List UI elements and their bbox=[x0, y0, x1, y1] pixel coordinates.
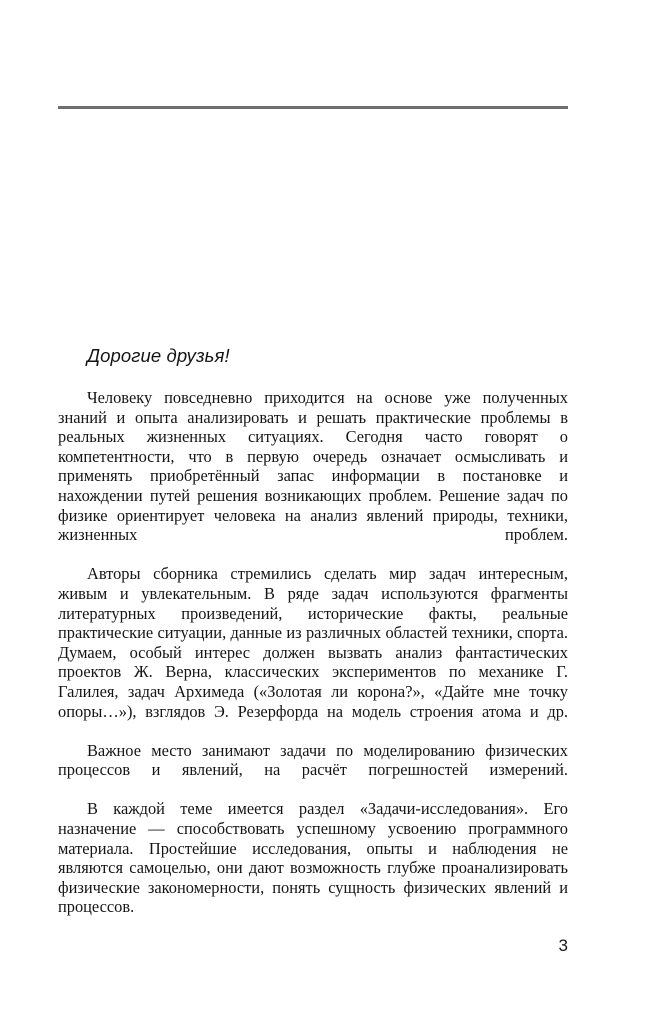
header-rule bbox=[58, 106, 568, 109]
body-paragraph: Авторы сборника стремились сделать мир задач интересным, живым и увлекательным. В ряде задач используются фрагменты литературных произведений, исторические факты, реальные практические ситуации, данные из различных областей техники, спорта. Думаем, особый интерес должен вызвать анализ фантастических проектов Ж. Верна, классических экспериментов по механике Г. Галилея, задач Архимеда («Золотая ли корона?», «Дайте мне точку опоры…»), взглядов Э. Резерфорда на модель строения атома и др. bbox=[58, 564, 568, 721]
body-paragraph: Человеку повседневно приходится на основе уже полученных знаний и опыта анализировать и решать практические проблемы в реальных жизненных ситуациях. Сегодня часто говорят о компетентности, что в первую очередь означает осмысливать и применять приобретённый запас информации в постановке и нахождении путей решения возникающих проблем. Решение задач по физике ориентирует человека на анализ явлений природы, техники, жизненных проблем. bbox=[58, 388, 568, 545]
text-column bbox=[58, 344, 568, 937]
page-number: 3 bbox=[558, 936, 568, 955]
body-paragraph: В каждой теме имеется раздел «Задачи-исследования». Его назначение — способствовать успешному усвоению программного материала. Простейшие исследования, опыты и наблюдения не являются самоцелью, они дают возможность глубже проанализировать физические закономерности, понять сущность физических явлений и процессов. bbox=[58, 799, 568, 917]
greeting-heading: Дорогие друзья! bbox=[87, 345, 230, 366]
body-paragraph: Важное место занимают задачи по моделированию физических процессов и явлений, на расчёт погрешностей измерений. bbox=[58, 740, 568, 780]
